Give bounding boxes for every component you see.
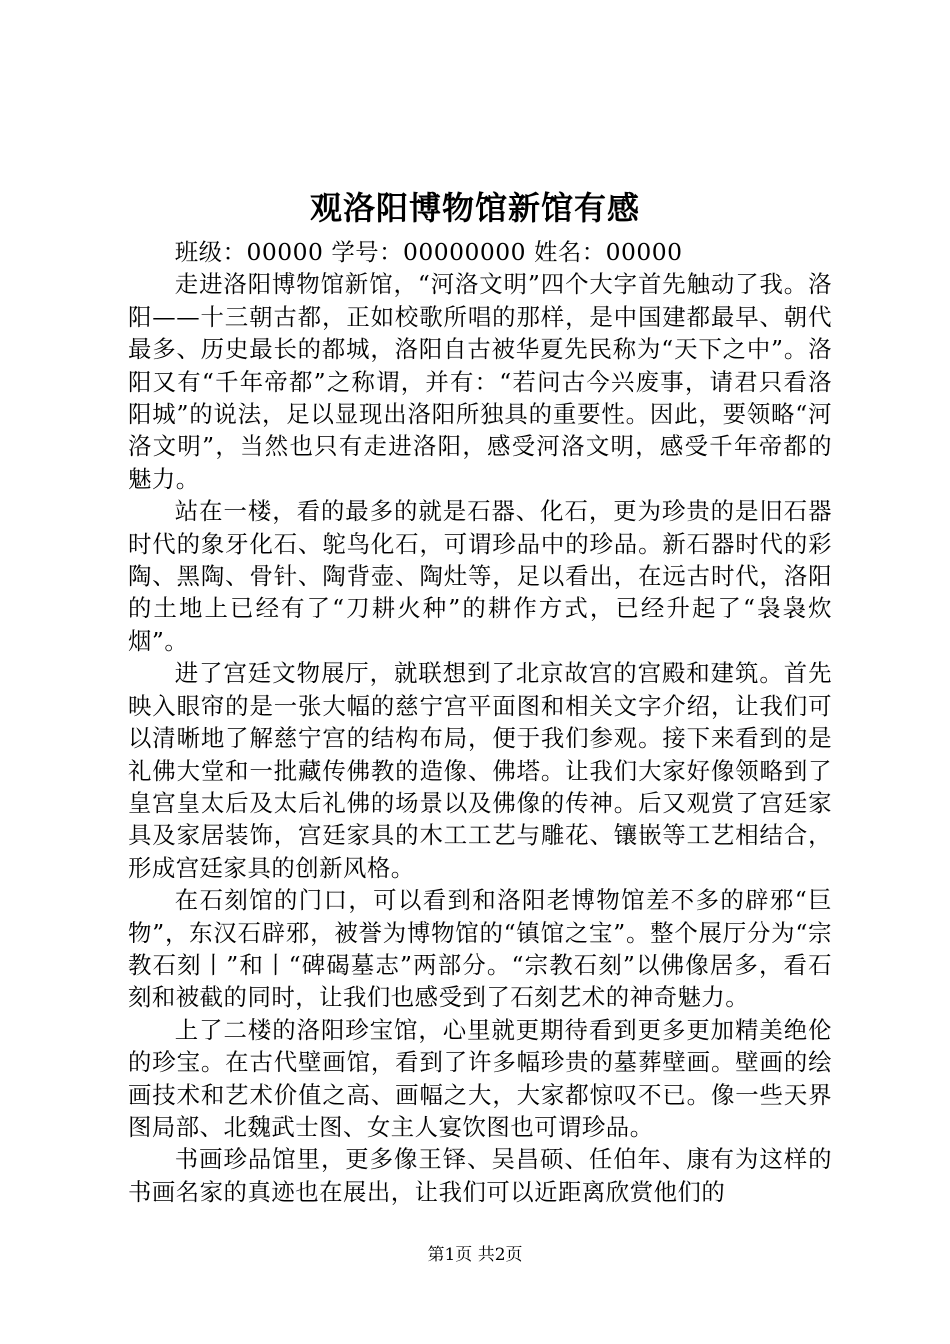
paragraph-1: 走进洛阳博物馆新馆，“河洛文明”四个大字首先触动了我。洛阳——十三朝古都，正如校歌所唱的那样，是中国建都最早、朝代最多、历史最长的都城，洛阳自古被华夏先民称为“天下之中”。洛阳又有“千年帝都”之称谓，并有：“若问古今兴废事，请君只看洛阳城”的说法，足以显现出洛阳所独具的重要性。因此，要领略“河洛文明”，当然也只有走进洛阳，感受河洛文明，感受千年帝都的魅力。	[128, 270, 832, 493]
paragraph-4: 在石刻馆的门口，可以看到和洛阳老博物馆差不多的辟邪“巨物”，东汉石辟邪，被誉为博物馆的“镇馆之宝”。整个展厅分为“宗教石刻丨”和丨“碑碣墓志”两部分。“宗教石刻”以佛像居多，看石刻和被截的同时，让我们也感受到了石刻艺术的神奇魅力。	[128, 886, 832, 1012]
document-body	[128, 236, 832, 1208]
student-info-line: 班级：00000 学号：00000000 姓名：00000	[174, 238, 683, 266]
paragraph-2: 站在一楼，看的最多的就是石器、化石，更为珍贵的是旧石器时代的象牙化石、鸵鸟化石，可谓珍品中的珍品。新石器时代的彩陶、黑陶、骨针、陶背壶、陶灶等，足以看出，在远古时代，洛阳的土地上已经有了“刀耕火种”的耕作方式，已经升起了“袅袅炊烟”。	[128, 497, 832, 655]
paragraph-5: 上了二楼的洛阳珍宝馆，心里就更期待看到更多更加精美绝伦的珍宝。在古代壁画馆，看到了许多幅珍贵的墓葬壁画。壁画的绘画技术和艺术价值之高、画幅之大，大家都惊叹不已。像一些天界图局部、北魏武士图、女主人宴饮图也可谓珍品。	[128, 1015, 832, 1141]
paragraph-3: 进了宫廷文物展厅，就联想到了北京故宫的宫殿和建筑。首先映入眼帘的是一张大幅的慈宁宫平面图和相关文字介绍，让我们可以清晰地了解慈宁宫的结构布局，便于我们参观。接下来看到的是礼佛大堂和一批藏传佛教的造像、佛塔。让我们大家好像领略到了皇宫皇太后及太后礼佛的场景以及佛像的传神。后又观赏了宫廷家具及家居装饰，宫廷家具的木工工艺与雕花、镶嵌等工艺相结合，形成宫廷家具的创新风格。	[128, 659, 832, 882]
paragraph-6: 书画珍品馆里，更多像王铎、吴昌硕、任伯年、康有为这样的书画名家的真迹也在展出，让我们可以近距离欣赏他们的	[128, 1145, 832, 1206]
page-footer: 第1页 共2页	[427, 1245, 523, 1265]
document-title: 观洛阳博物馆新馆有感	[309, 189, 640, 227]
